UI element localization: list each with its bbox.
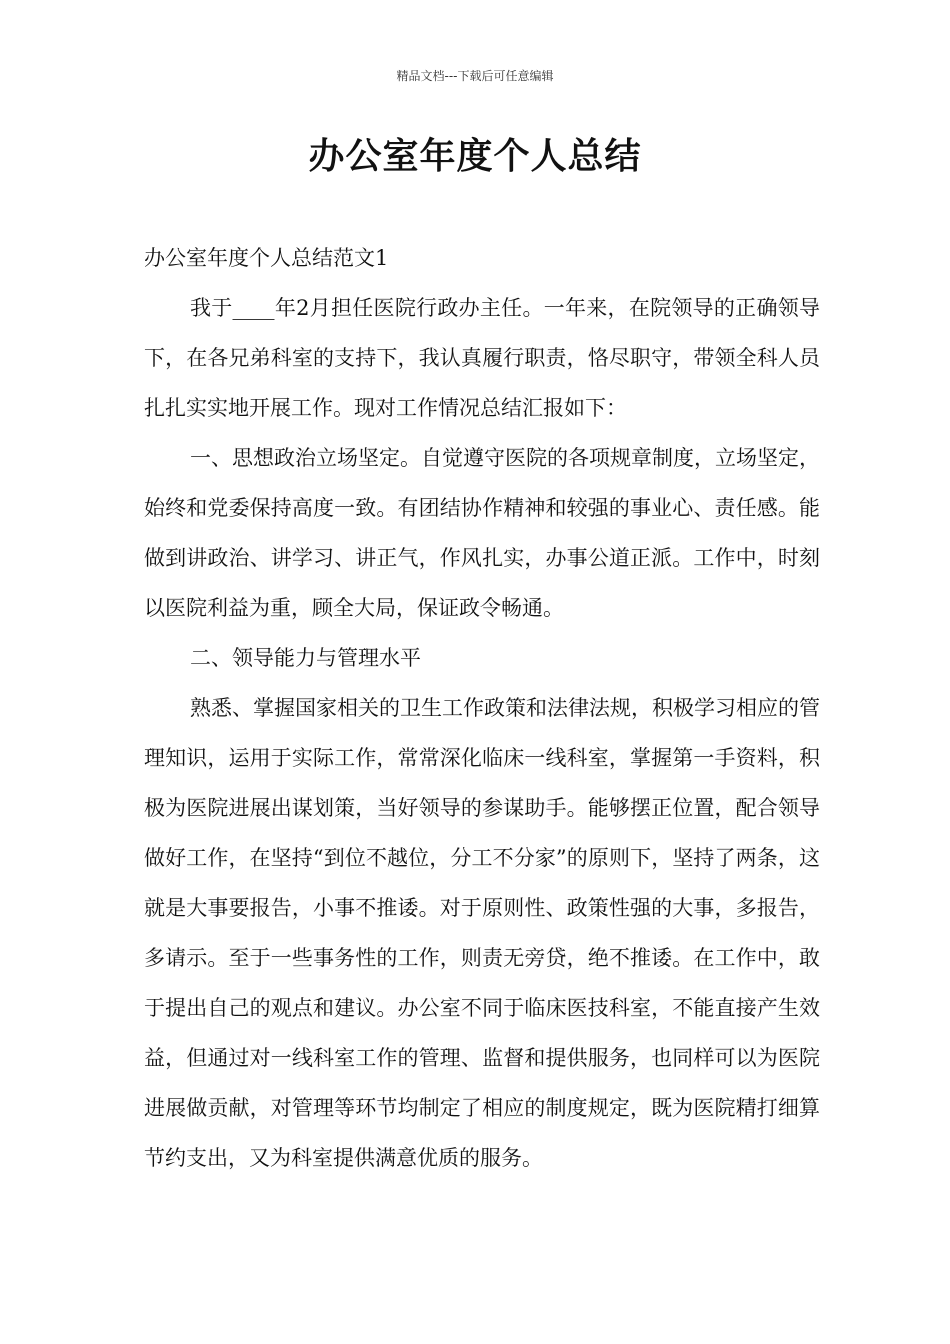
document-body [144,233,820,1183]
header-note: 精品文档---下载后可任意编辑 [396,69,554,83]
section-heading: 二、领导能力与管理水平 [190,646,421,670]
paragraph: 我于____年2月担任医院行政办主任。一年来，在院领导的正确领导下，在各兄弟科室的支持下，我认真履行职责，恪尽职守，带领全科人员扎扎实实地开展工作。现对工作情况总结汇报如下： [144,296,820,420]
section-subtitle: 办公室年度个人总结范文1 [144,246,389,270]
paragraph: 一、思想政治立场坚定。自觉遵守医院的各项规章制度，立场坚定，始终和党委保持高度一致。有团结协作精神和较强的事业心、责任感。能做到讲政治、讲学习、讲正气，作风扎实，办事公道正派。工作中，时刻以医院利益为重，顾全大局，保证政令畅通。 [144,446,820,620]
document-title: 办公室年度个人总结 [308,136,642,177]
paragraph: 熟悉、掌握国家相关的卫生工作政策和法律法规，积极学习相应的管理知识，运用于实际工作，常常深化临床一线科室，掌握第一手资料，积极为医院进展出谋划策，当好领导的参谋助手。能够摆正位置，配合领导做好工作，在坚持“到位不越位，分工不分家”的原则下，坚持了两条，这就是大事要报告，小事不推诿。对于原则性、政策性强的大事，多报告，多请示。至于一些事务性的工作，则责无旁贷，绝不推诿。在工作中，敢于提出自己的观点和建议。办公室不同于临床医技科室，不能直接产生效益，但通过对一线科室工作的管理、监督和提供服务，也同样可以为医院进展做贡献，对管理等环节均制定了相应的制度规定，既为医院精打细算节约支出，又为科室提供满意优质的服务。 [144,696,820,1170]
